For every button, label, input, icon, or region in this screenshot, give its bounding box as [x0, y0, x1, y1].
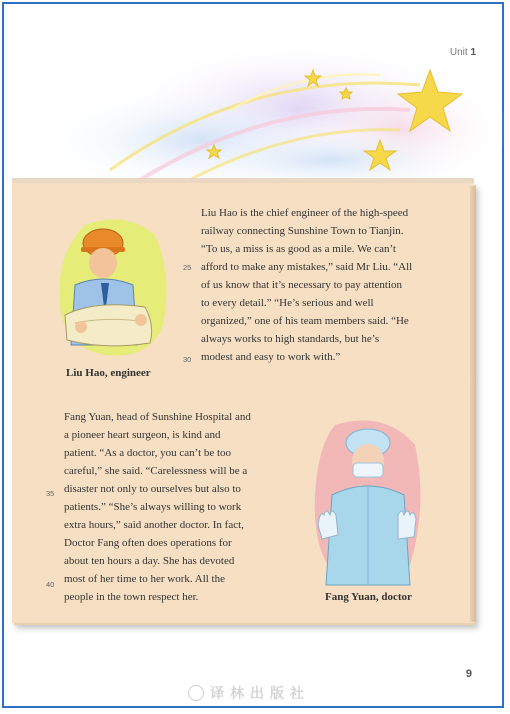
text-line: patient. “As a doctor, you can’t be too	[64, 447, 232, 459]
header-star-artwork	[0, 20, 510, 195]
text-line: extra hours,” said another doctor. In fact,	[64, 519, 244, 531]
text-line: afford to make any mistakes,” said Mr Liu. “All	[201, 261, 413, 273]
text-line: Liu Hao is the chief engineer of the high-speed	[201, 207, 409, 219]
line-number: 35	[46, 489, 55, 498]
text-line: careful,” she said. “Carelessness will be a	[64, 465, 248, 477]
page-number: 9	[465, 668, 472, 680]
engineer-illustration	[55, 215, 170, 365]
publisher-logo-icon	[188, 685, 204, 701]
text-line: disaster not only to ourselves but also to	[64, 483, 241, 495]
text-line: patients.” “She’s always willing to work	[64, 501, 242, 513]
text-line: Fang Yuan, head of Sunshine Hospital and	[64, 411, 251, 423]
unit-number: 1	[470, 47, 476, 58]
text-line: a pioneer heart surgeon, is kind and	[64, 429, 221, 441]
panel-edge	[470, 186, 476, 622]
text-line: to every detail.” “He’s serious and well	[201, 297, 374, 309]
line-number: 30	[183, 355, 192, 364]
paragraph-fang-yuan	[64, 408, 251, 606]
paragraph-liu-hao	[201, 204, 412, 366]
engineer-caption: Liu Hao, engineer	[66, 367, 151, 379]
text-line: about ten hours a day. She has devoted	[64, 555, 235, 567]
doctor-illustration	[310, 415, 425, 590]
text-line: “To us, a miss is as good as a mile. We can’t	[201, 243, 396, 255]
publisher-watermark	[188, 682, 338, 704]
unit-prefix: Unit	[449, 47, 468, 58]
text-line: of us know that it’s necessary to pay attention	[201, 279, 403, 291]
line-number: 25	[183, 263, 192, 272]
text-line: Doctor Fang often does operations for	[64, 537, 232, 549]
line-number: 40	[46, 580, 55, 589]
text-line: people in the town respect her.	[64, 591, 199, 603]
text-line: railway connecting Sunshine Town to Tianjin.	[201, 225, 404, 237]
text-line: always works to high standards, but he’s	[201, 333, 380, 345]
text-line: modest and easy to work with.”	[201, 351, 341, 363]
text-line: most of her time to her work. All the	[64, 573, 225, 585]
doctor-caption: Fang Yuan, doctor	[325, 591, 412, 603]
text-line: organized,” one of his team members said. “He	[201, 315, 409, 327]
publisher-name: 译林出版社	[210, 686, 310, 702]
